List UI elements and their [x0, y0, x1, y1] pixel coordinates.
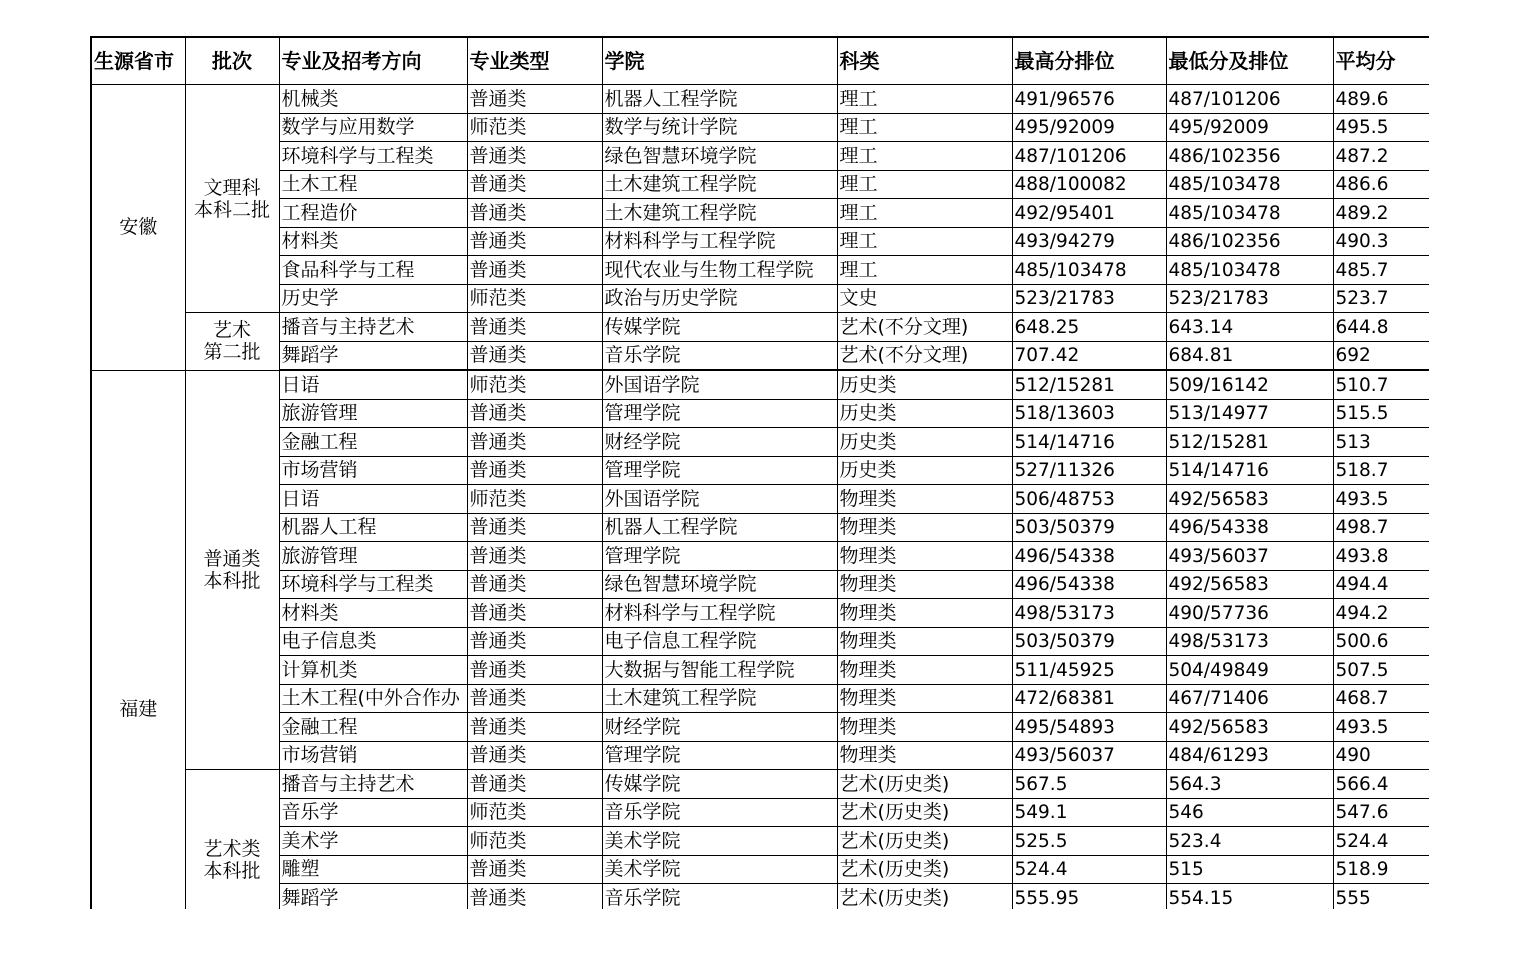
major-type-cell: 普通类	[467, 741, 602, 770]
table-row	[91, 284, 1429, 313]
admission-score-sheet	[90, 36, 1429, 909]
max-rank-cell: 491/96576	[1012, 85, 1166, 114]
subject-cell: 物理类	[837, 599, 1012, 628]
major-type-cell: 普通类	[467, 855, 602, 884]
subject-cell: 艺术(历史类)	[837, 827, 1012, 856]
major-cell: 工程造价	[279, 199, 467, 228]
major-cell: 机械类	[279, 85, 467, 114]
major-type-cell: 普通类	[467, 627, 602, 656]
table-row	[91, 713, 1429, 742]
max-rank-cell: 707.42	[1012, 341, 1166, 370]
table-row	[91, 142, 1429, 171]
max-rank-cell: 492/95401	[1012, 199, 1166, 228]
min-rank-cell: 512/15281	[1166, 428, 1333, 457]
max-rank-cell: 555.95	[1012, 884, 1166, 910]
score-table	[90, 36, 1429, 909]
average-cell: 510.7	[1333, 370, 1429, 399]
batch-cell: 艺术类 本科批	[185, 770, 279, 910]
college-cell: 外国语学院	[602, 485, 837, 514]
max-rank-cell: 498/53173	[1012, 599, 1166, 628]
max-rank-cell: 496/54338	[1012, 542, 1166, 571]
major-cell: 日语	[279, 370, 467, 399]
subject-cell: 物理类	[837, 713, 1012, 742]
subject-cell: 物理类	[837, 627, 1012, 656]
major-type-cell: 普通类	[467, 199, 602, 228]
major-cell: 金融工程	[279, 428, 467, 457]
min-rank-cell: 504/49849	[1166, 656, 1333, 685]
subject-cell: 物理类	[837, 542, 1012, 571]
max-rank-cell: 487/101206	[1012, 142, 1166, 171]
max-rank-cell: 496/54338	[1012, 570, 1166, 599]
major-type-cell: 普通类	[467, 513, 602, 542]
min-rank-cell: 492/56583	[1166, 713, 1333, 742]
table-row	[91, 599, 1429, 628]
table-row	[91, 570, 1429, 599]
average-cell: 692	[1333, 341, 1429, 370]
table-row	[91, 884, 1429, 910]
major-type-cell: 普通类	[467, 684, 602, 713]
average-cell: 493.5	[1333, 713, 1429, 742]
subject-cell: 理工	[837, 199, 1012, 228]
table-row	[91, 313, 1429, 342]
average-cell: 495.5	[1333, 113, 1429, 142]
average-cell: 493.5	[1333, 485, 1429, 514]
major-cell: 历史学	[279, 284, 467, 313]
major-type-cell: 普通类	[467, 428, 602, 457]
major-type-cell: 普通类	[467, 570, 602, 599]
table-row	[91, 656, 1429, 685]
college-cell: 外国语学院	[602, 370, 837, 399]
max-rank-cell: 503/50379	[1012, 627, 1166, 656]
subject-cell: 历史类	[837, 399, 1012, 428]
batch-cell: 普通类 本科批	[185, 370, 279, 770]
subject-cell: 艺术(历史类)	[837, 798, 1012, 827]
subject-cell: 艺术(不分文理)	[837, 341, 1012, 370]
college-cell: 管理学院	[602, 456, 837, 485]
max-rank-cell: 549.1	[1012, 798, 1166, 827]
college-cell: 财经学院	[602, 713, 837, 742]
major-type-cell: 普通类	[467, 456, 602, 485]
average-cell: 498.7	[1333, 513, 1429, 542]
college-cell: 电子信息工程学院	[602, 627, 837, 656]
header-college: 学院	[602, 37, 837, 85]
header-major: 专业及招考方向	[279, 37, 467, 85]
header-max-rank: 最高分排位	[1012, 37, 1166, 85]
college-cell: 音乐学院	[602, 798, 837, 827]
min-rank-cell: 513/14977	[1166, 399, 1333, 428]
min-rank-cell: 564.3	[1166, 770, 1333, 799]
average-cell: 468.7	[1333, 684, 1429, 713]
average-cell: 489.2	[1333, 199, 1429, 228]
table-row	[91, 428, 1429, 457]
min-rank-cell: 684.81	[1166, 341, 1333, 370]
header-min-rank: 最低分及排位	[1166, 37, 1333, 85]
college-cell: 绿色智慧环境学院	[602, 570, 837, 599]
header-batch: 批次	[185, 37, 279, 85]
college-cell: 大数据与智能工程学院	[602, 656, 837, 685]
subject-cell: 物理类	[837, 741, 1012, 770]
min-rank-cell: 486/102356	[1166, 227, 1333, 256]
average-cell: 500.6	[1333, 627, 1429, 656]
major-type-cell: 师范类	[467, 113, 602, 142]
table-row	[91, 798, 1429, 827]
average-cell: 489.6	[1333, 85, 1429, 114]
average-cell: 485.7	[1333, 256, 1429, 285]
major-type-cell: 师范类	[467, 827, 602, 856]
college-cell: 机器人工程学院	[602, 85, 837, 114]
college-cell: 传媒学院	[602, 770, 837, 799]
major-type-cell: 普通类	[467, 656, 602, 685]
max-rank-cell: 527/11326	[1012, 456, 1166, 485]
college-cell: 美术学院	[602, 827, 837, 856]
max-rank-cell: 524.4	[1012, 855, 1166, 884]
average-cell: 486.6	[1333, 170, 1429, 199]
major-cell: 环境科学与工程类	[279, 570, 467, 599]
major-cell: 舞蹈学	[279, 884, 467, 910]
major-type-cell: 师范类	[467, 284, 602, 313]
major-cell: 美术学	[279, 827, 467, 856]
major-cell: 播音与主持艺术	[279, 313, 467, 342]
major-cell: 日语	[279, 485, 467, 514]
subject-cell: 文史	[837, 284, 1012, 313]
subject-cell: 物理类	[837, 656, 1012, 685]
major-type-cell: 普通类	[467, 599, 602, 628]
subject-cell: 艺术(历史类)	[837, 884, 1012, 910]
college-cell: 材料科学与工程学院	[602, 227, 837, 256]
subject-cell: 艺术(历史类)	[837, 770, 1012, 799]
college-cell: 美术学院	[602, 855, 837, 884]
header-average: 平均分	[1333, 37, 1429, 85]
min-rank-cell: 487/101206	[1166, 85, 1333, 114]
subject-cell: 历史类	[837, 456, 1012, 485]
min-rank-cell: 467/71406	[1166, 684, 1333, 713]
min-rank-cell: 523.4	[1166, 827, 1333, 856]
max-rank-cell: 512/15281	[1012, 370, 1166, 399]
header-province: 生源省市	[91, 37, 185, 85]
max-rank-cell: 488/100082	[1012, 170, 1166, 199]
subject-cell: 物理类	[837, 513, 1012, 542]
major-cell: 雕塑	[279, 855, 467, 884]
major-type-cell: 师范类	[467, 370, 602, 399]
min-rank-cell: 523/21783	[1166, 284, 1333, 313]
college-cell: 土木建筑工程学院	[602, 684, 837, 713]
table-row	[91, 741, 1429, 770]
major-cell: 音乐学	[279, 798, 467, 827]
table-row	[91, 827, 1429, 856]
major-cell: 金融工程	[279, 713, 467, 742]
max-rank-cell: 485/103478	[1012, 256, 1166, 285]
subject-cell: 理工	[837, 142, 1012, 171]
major-type-cell: 普通类	[467, 142, 602, 171]
subject-cell: 物理类	[837, 485, 1012, 514]
average-cell: 493.8	[1333, 542, 1429, 571]
major-cell: 电子信息类	[279, 627, 467, 656]
min-rank-cell: 643.14	[1166, 313, 1333, 342]
max-rank-cell: 518/13603	[1012, 399, 1166, 428]
max-rank-cell: 525.5	[1012, 827, 1166, 856]
max-rank-cell: 648.25	[1012, 313, 1166, 342]
average-cell: 494.4	[1333, 570, 1429, 599]
table-row	[91, 370, 1429, 399]
college-cell: 音乐学院	[602, 884, 837, 910]
college-cell: 机器人工程学院	[602, 513, 837, 542]
max-rank-cell: 514/14716	[1012, 428, 1166, 457]
max-rank-cell: 493/94279	[1012, 227, 1166, 256]
table-row	[91, 85, 1429, 114]
table-row	[91, 684, 1429, 713]
table-row	[91, 456, 1429, 485]
average-cell: 490.3	[1333, 227, 1429, 256]
major-type-cell: 普通类	[467, 770, 602, 799]
average-cell: 555	[1333, 884, 1429, 910]
min-rank-cell: 498/53173	[1166, 627, 1333, 656]
subject-cell: 物理类	[837, 684, 1012, 713]
average-cell: 507.5	[1333, 656, 1429, 685]
subject-cell: 艺术(历史类)	[837, 855, 1012, 884]
subject-cell: 理工	[837, 113, 1012, 142]
min-rank-cell: 492/56583	[1166, 485, 1333, 514]
college-cell: 绿色智慧环境学院	[602, 142, 837, 171]
college-cell: 音乐学院	[602, 341, 837, 370]
average-cell: 518.9	[1333, 855, 1429, 884]
max-rank-cell: 493/56037	[1012, 741, 1166, 770]
min-rank-cell: 490/57736	[1166, 599, 1333, 628]
table-row	[91, 341, 1429, 370]
major-type-cell: 普通类	[467, 884, 602, 910]
batch-cell: 艺术 第二批	[185, 313, 279, 371]
min-rank-cell: 485/103478	[1166, 170, 1333, 199]
major-cell: 旅游管理	[279, 399, 467, 428]
max-rank-cell: 523/21783	[1012, 284, 1166, 313]
average-cell: 515.5	[1333, 399, 1429, 428]
table-row	[91, 542, 1429, 571]
max-rank-cell: 503/50379	[1012, 513, 1166, 542]
table-body	[91, 85, 1429, 910]
college-cell: 政治与历史学院	[602, 284, 837, 313]
major-cell: 土木工程(中外合作办	[279, 684, 467, 713]
subject-cell: 历史类	[837, 428, 1012, 457]
header-row	[91, 37, 1429, 85]
major-type-cell: 师范类	[467, 798, 602, 827]
major-cell: 土木工程	[279, 170, 467, 199]
min-rank-cell: 485/103478	[1166, 199, 1333, 228]
college-cell: 管理学院	[602, 542, 837, 571]
average-cell: 566.4	[1333, 770, 1429, 799]
major-type-cell: 普通类	[467, 713, 602, 742]
max-rank-cell: 472/68381	[1012, 684, 1166, 713]
average-cell: 547.6	[1333, 798, 1429, 827]
major-type-cell: 普通类	[467, 170, 602, 199]
average-cell: 644.8	[1333, 313, 1429, 342]
batch-cell: 文理科 本科二批	[185, 85, 279, 313]
subject-cell: 历史类	[837, 370, 1012, 399]
college-cell: 数学与统计学院	[602, 113, 837, 142]
college-cell: 管理学院	[602, 741, 837, 770]
max-rank-cell: 495/92009	[1012, 113, 1166, 142]
major-type-cell: 普通类	[467, 227, 602, 256]
average-cell: 518.7	[1333, 456, 1429, 485]
college-cell: 材料科学与工程学院	[602, 599, 837, 628]
min-rank-cell: 515	[1166, 855, 1333, 884]
min-rank-cell: 509/16142	[1166, 370, 1333, 399]
min-rank-cell: 514/14716	[1166, 456, 1333, 485]
table-row	[91, 855, 1429, 884]
table-row	[91, 399, 1429, 428]
major-type-cell: 普通类	[467, 85, 602, 114]
major-type-cell: 普通类	[467, 542, 602, 571]
major-type-cell: 普通类	[467, 341, 602, 370]
major-type-cell: 普通类	[467, 313, 602, 342]
min-rank-cell: 484/61293	[1166, 741, 1333, 770]
major-cell: 市场营销	[279, 741, 467, 770]
major-type-cell: 师范类	[467, 485, 602, 514]
table-row	[91, 113, 1429, 142]
college-cell: 土木建筑工程学院	[602, 199, 837, 228]
major-cell: 材料类	[279, 227, 467, 256]
table-row	[91, 170, 1429, 199]
province-cell: 福建	[91, 370, 185, 909]
major-cell: 播音与主持艺术	[279, 770, 467, 799]
max-rank-cell: 495/54893	[1012, 713, 1166, 742]
header-subject: 科类	[837, 37, 1012, 85]
college-cell: 土木建筑工程学院	[602, 170, 837, 199]
table-row	[91, 513, 1429, 542]
major-cell: 机器人工程	[279, 513, 467, 542]
subject-cell: 理工	[837, 85, 1012, 114]
major-cell: 数学与应用数学	[279, 113, 467, 142]
table-row	[91, 199, 1429, 228]
table-row	[91, 485, 1429, 514]
average-cell: 523.7	[1333, 284, 1429, 313]
min-rank-cell: 492/56583	[1166, 570, 1333, 599]
major-cell: 舞蹈学	[279, 341, 467, 370]
table-row	[91, 256, 1429, 285]
page-bottom-margin	[0, 909, 1522, 958]
subject-cell: 理工	[837, 227, 1012, 256]
max-rank-cell: 511/45925	[1012, 656, 1166, 685]
table-row	[91, 227, 1429, 256]
average-cell: 487.2	[1333, 142, 1429, 171]
min-rank-cell: 485/103478	[1166, 256, 1333, 285]
college-cell: 财经学院	[602, 428, 837, 457]
min-rank-cell: 493/56037	[1166, 542, 1333, 571]
min-rank-cell: 486/102356	[1166, 142, 1333, 171]
college-cell: 现代农业与生物工程学院	[602, 256, 837, 285]
header-major-type: 专业类型	[467, 37, 602, 85]
average-cell: 524.4	[1333, 827, 1429, 856]
min-rank-cell: 496/54338	[1166, 513, 1333, 542]
min-rank-cell: 546	[1166, 798, 1333, 827]
major-type-cell: 普通类	[467, 256, 602, 285]
province-cell: 安徽	[91, 85, 185, 371]
major-cell: 旅游管理	[279, 542, 467, 571]
average-cell: 513	[1333, 428, 1429, 457]
max-rank-cell: 506/48753	[1012, 485, 1166, 514]
major-cell: 材料类	[279, 599, 467, 628]
major-cell: 市场营销	[279, 456, 467, 485]
major-cell: 计算机类	[279, 656, 467, 685]
subject-cell: 理工	[837, 256, 1012, 285]
table-row	[91, 770, 1429, 799]
subject-cell: 理工	[837, 170, 1012, 199]
college-cell: 传媒学院	[602, 313, 837, 342]
major-cell: 环境科学与工程类	[279, 142, 467, 171]
major-type-cell: 普通类	[467, 399, 602, 428]
major-cell: 食品科学与工程	[279, 256, 467, 285]
subject-cell: 物理类	[837, 570, 1012, 599]
min-rank-cell: 495/92009	[1166, 113, 1333, 142]
average-cell: 494.2	[1333, 599, 1429, 628]
subject-cell: 艺术(不分文理)	[837, 313, 1012, 342]
table-row	[91, 627, 1429, 656]
college-cell: 管理学院	[602, 399, 837, 428]
average-cell: 490	[1333, 741, 1429, 770]
min-rank-cell: 554.15	[1166, 884, 1333, 910]
max-rank-cell: 567.5	[1012, 770, 1166, 799]
